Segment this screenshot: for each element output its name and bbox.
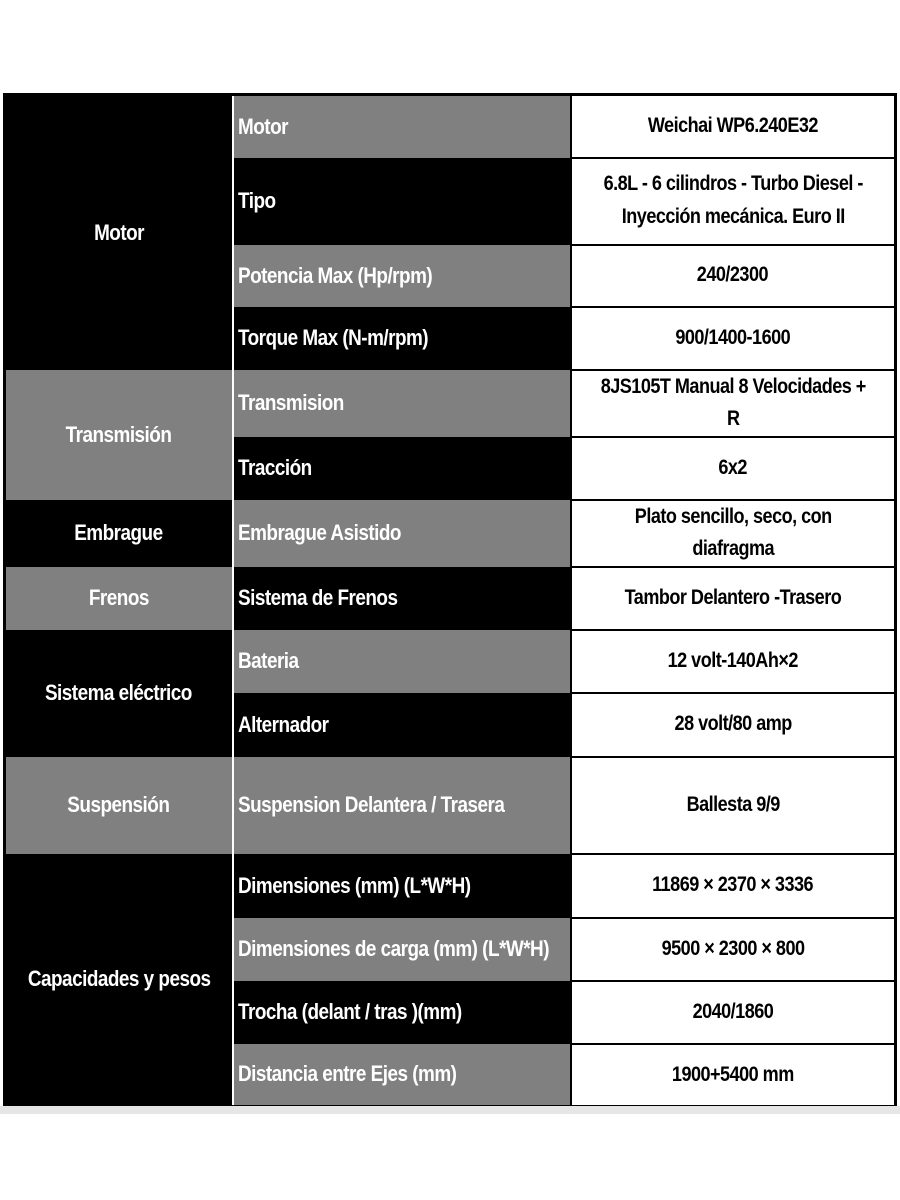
spec-value-cell xyxy=(571,245,896,307)
spec-value-cell xyxy=(571,500,896,567)
spec-label: Motor xyxy=(237,113,288,139)
spec-label: Trocha (delant / tras )(mm) xyxy=(237,999,462,1025)
spec-value: 6x2 xyxy=(718,455,748,479)
category-label: Transmisión xyxy=(65,421,172,447)
spec-value-cell xyxy=(571,918,896,981)
spec-value: 900/1400-1600 xyxy=(675,325,791,349)
spec-label-cell xyxy=(233,437,571,500)
category-embrague xyxy=(5,500,233,567)
spec-value-cell xyxy=(571,854,896,918)
spec-row-dimensiones-mm-l-w-h xyxy=(5,854,896,918)
spec-label-cell xyxy=(233,500,571,567)
category-label: Frenos xyxy=(88,585,149,611)
spec-label: Embrague Asistido xyxy=(237,520,401,546)
spec-row-suspension-delantera-trasera xyxy=(5,757,896,854)
spec-label-cell xyxy=(233,1044,571,1107)
spec-row-sistema-de-frenos xyxy=(5,567,896,630)
spec-row-bateria xyxy=(5,630,896,693)
category-suspension xyxy=(5,757,233,854)
spec-label: Dimensiones de carga (mm) (L*W*H) xyxy=(237,936,549,962)
spec-value: 11869 × 2370 × 3336 xyxy=(652,873,814,897)
spec-label-cell xyxy=(233,245,571,307)
spec-value-cell xyxy=(571,370,896,437)
spec-value: 12 volt-140Ah×2 xyxy=(667,648,798,672)
spec-value: 1900+5400 mm xyxy=(671,1062,794,1086)
spec-label: Suspension Delantera / Trasera xyxy=(237,792,504,818)
spec-value-cell xyxy=(571,630,896,693)
spec-label-cell xyxy=(233,630,571,693)
spec-label: Tipo xyxy=(237,188,276,213)
spec-label-cell xyxy=(233,693,571,757)
spec-label-cell xyxy=(233,307,571,370)
category-label: Motor xyxy=(93,219,144,245)
spec-label-cell xyxy=(233,918,571,981)
spec-label-cell xyxy=(233,567,571,630)
spec-value-cell xyxy=(571,307,896,370)
category-frenos xyxy=(5,567,233,630)
category-label: Capacidades y pesos xyxy=(27,966,211,992)
spec-value-cell xyxy=(571,981,896,1044)
spec-value-cell xyxy=(571,95,896,158)
spec-value-cell xyxy=(571,757,896,854)
spec-label: Sistema de Frenos xyxy=(237,585,397,611)
category-transmision xyxy=(5,370,233,500)
spec-value: 28 volt/80 amp xyxy=(674,712,792,736)
bottom-band xyxy=(0,1106,900,1114)
spec-value-cell xyxy=(571,158,896,245)
spec-value: Ballesta 9/9 xyxy=(686,792,780,816)
spec-label-cell xyxy=(233,854,571,918)
spec-label-cell xyxy=(233,95,571,158)
category-label: Suspensión xyxy=(67,792,170,818)
spec-label: Alternador xyxy=(237,711,329,737)
spec-label: Potencia Max (Hp/rpm) xyxy=(237,262,432,288)
spec-row-motor xyxy=(5,95,896,158)
spec-value: 2040/1860 xyxy=(692,999,774,1023)
spec-label-cell xyxy=(233,981,571,1044)
spec-value-cell xyxy=(571,693,896,757)
spec-table xyxy=(3,93,897,1108)
spec-label: Transmision xyxy=(237,390,344,416)
spec-label: Tracción xyxy=(237,455,312,481)
spec-value: Plato sencillo, seco, con diafragma xyxy=(634,504,832,561)
spec-row-transmision xyxy=(5,370,896,437)
spec-value: Weichai WP6.240E32 xyxy=(647,113,818,137)
spec-body xyxy=(5,95,896,1107)
spec-label-cell xyxy=(233,757,571,854)
spec-label: Distancia entre Ejes (mm) xyxy=(237,1061,456,1087)
category-label: Sistema eléctrico xyxy=(45,680,193,706)
spec-value: 6.8L - 6 cilindros - Turbo Diesel - Inyección mecánica. Euro II xyxy=(603,172,863,228)
spec-value-cell xyxy=(571,1044,896,1107)
spec-label: Torque Max (N-m/rpm) xyxy=(237,325,428,350)
category-capacidades-y-pesos xyxy=(5,854,233,1107)
category-sistema-electrico xyxy=(5,630,233,757)
spec-value: 240/2300 xyxy=(697,263,769,287)
category-motor xyxy=(5,95,233,370)
spec-label-cell xyxy=(233,158,571,245)
spec-label: Dimensiones (mm) (L*W*H) xyxy=(237,872,471,898)
spec-value-cell xyxy=(571,567,896,630)
spec-value: Tambor Delantero -Trasero xyxy=(624,585,842,609)
spec-value-cell xyxy=(571,437,896,500)
spec-value: 9500 × 2300 × 800 xyxy=(661,936,805,960)
spec-value: 8JS105T Manual 8 Velocidades + R xyxy=(600,374,866,431)
spec-row-embrague-asistido xyxy=(5,500,896,567)
spec-label-cell xyxy=(233,370,571,437)
spec-label: Bateria xyxy=(237,648,299,674)
category-label: Embrague xyxy=(74,520,163,546)
